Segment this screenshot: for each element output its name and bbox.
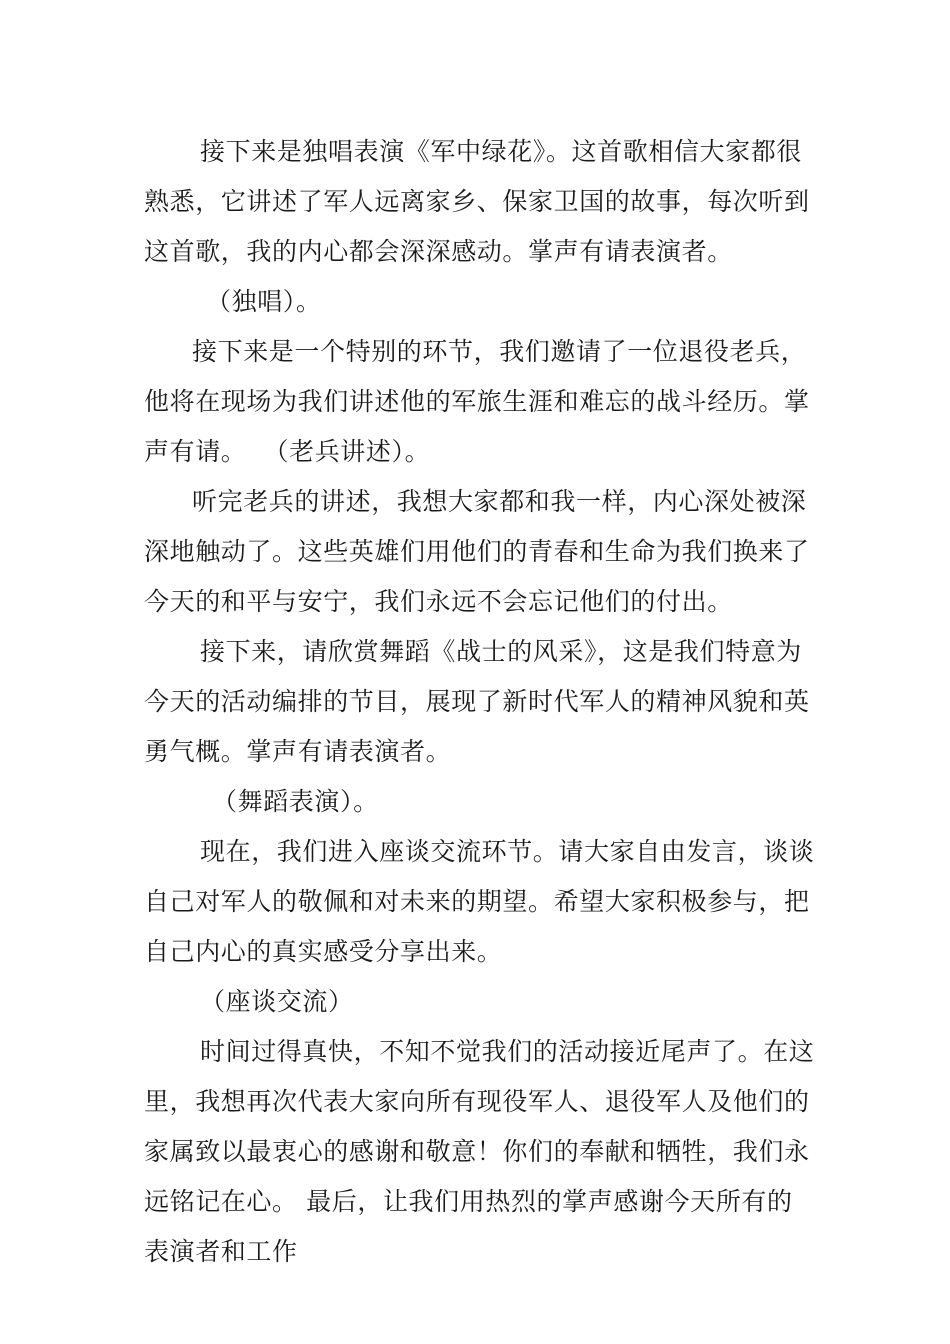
- paragraph-solo-cue: （独唱）。: [206, 287, 322, 316]
- paragraph-veteran-intro: 接下来是一个特别的环节，我们邀请了一位退役老兵，他将在现场为我们讲述他的军旅生涯和难忘的战斗经历。掌声有请。 （老兵讲述）。: [144, 337, 810, 466]
- paragraph-discussion-cue: （座谈交流）: [200, 987, 354, 1016]
- paragraph-dance-cue: （舞蹈表演）。: [212, 787, 379, 816]
- paragraph-discussion-intro: 现在，我们进入座谈交流环节。请大家自由发言，谈谈自己对军人的敬佩和对未来的期望。希望大家积极参与，把自己内心的真实感受分享出来。: [144, 837, 815, 966]
- paragraph-dance-intro: 接下来，请欣赏舞蹈《战士的风采》，这是我们特意为今天的活动编排的节目，展现了新时代军人的精神风貌和英勇气概。掌声有请表演者。: [144, 637, 810, 766]
- paragraph-closing: 时间过得真快，不知不觉我们的活动接近尾声了。在这里，我想再次代表大家向所有现役军人、退役军人及他们的家属致以最衷心的感谢和敬意！你们的奉献和牺牲，我们永远铭记在心。 最后，让我们用热烈的掌声感谢今天所有的表演者和工作: [144, 1037, 815, 1266]
- paragraph-solo-intro: 接下来是独唱表演《军中绿花》。这首歌相信大家都很熟悉，它讲述了军人远离家乡、保家卫国的故事，每次听到这首歌，我的内心都会深深感动。掌声有请表演者。: [144, 137, 810, 266]
- document-body: [144, 127, 816, 1277]
- paragraph-veteran-reflection: 听完老兵的讲述，我想大家都和我一样，内心深处被深深地触动了。这些英雄们用他们的青春和生命为我们换来了今天的和平与安宁，我们永远不会忘记他们的付出。: [144, 487, 810, 616]
